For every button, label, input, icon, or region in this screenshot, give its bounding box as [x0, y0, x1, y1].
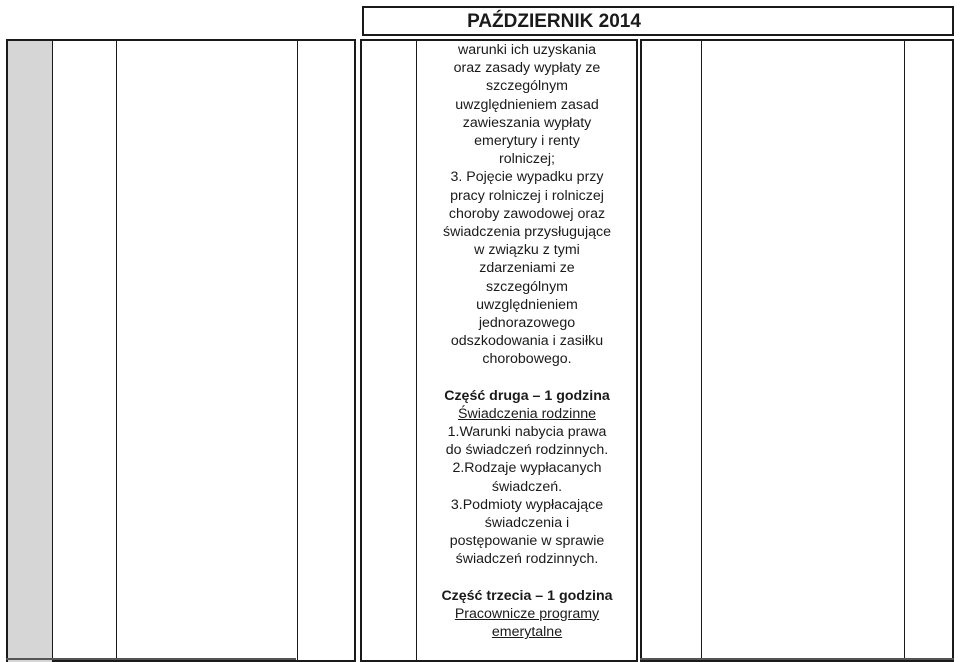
shaded-column — [8, 41, 52, 662]
text-line: odszkodowania i zasiłku — [450, 333, 604, 350]
bottom-rule — [6, 658, 296, 660]
text-line: pracy rolniczej i rolniczej — [450, 187, 604, 204]
month-title: PAŹDZIERNIK 2014 — [467, 11, 641, 32]
text-line: 3. Pojęcie wypadku przy — [450, 169, 604, 186]
right-table — [640, 39, 954, 662]
text-line: szczególnym — [485, 78, 568, 95]
part3-heading: Część trzecia – 1 godzina — [441, 587, 613, 604]
text-line: szczególnym — [485, 278, 568, 295]
text-line: rolniczej; — [499, 151, 555, 168]
text-line: świadczeń rodzinnych. — [455, 551, 599, 568]
text-line: uwzględnieniem — [476, 296, 578, 313]
column-divider — [116, 41, 117, 662]
text-line: jednorazowego — [478, 315, 576, 332]
text-line: chorobowego. — [482, 351, 572, 368]
text-line: w związku z tymi — [474, 242, 580, 259]
column-divider — [297, 41, 298, 662]
text-line: świadczenia przysługujące — [443, 224, 611, 241]
text-line: świadczenia i — [484, 515, 570, 532]
course-content — [418, 41, 636, 641]
left-table — [6, 39, 356, 662]
text-line: zdarzeniami ze — [479, 260, 575, 277]
text-line: 2.Rodzaje wypłacanych — [452, 460, 602, 477]
part2-topic: Świadczenia rodzinne — [457, 405, 597, 422]
text-line: do świadczeń rodzinnych. — [445, 442, 609, 459]
text-line: emerytury i renty — [474, 133, 580, 150]
part3-topic: Pracownicze programy — [454, 605, 600, 622]
column-divider — [701, 41, 702, 662]
text-line: oraz zasady wypłaty ze — [453, 60, 601, 77]
column-divider — [52, 41, 53, 662]
text-line: 3.Podmioty wypłacające — [450, 496, 604, 513]
text-line: uwzględnieniem zasad — [455, 96, 599, 113]
column-divider — [416, 41, 417, 662]
part3-topic: emerytalne — [491, 624, 563, 641]
text-line: choroby zawodowej oraz — [448, 205, 606, 222]
month-title-cell — [362, 6, 954, 36]
bottom-rule — [640, 658, 954, 660]
text-line: świadczeń. — [491, 478, 563, 495]
column-divider — [904, 41, 905, 662]
text-line: warunki ich uzyskania — [458, 42, 596, 58]
part2-heading: Część druga – 1 godzina — [444, 387, 610, 404]
text-line: postępowanie w sprawie — [449, 533, 605, 550]
text-line: zawieszania wypłaty — [462, 114, 592, 131]
text-line: 1.Warunki nabycia prawa — [447, 424, 607, 441]
